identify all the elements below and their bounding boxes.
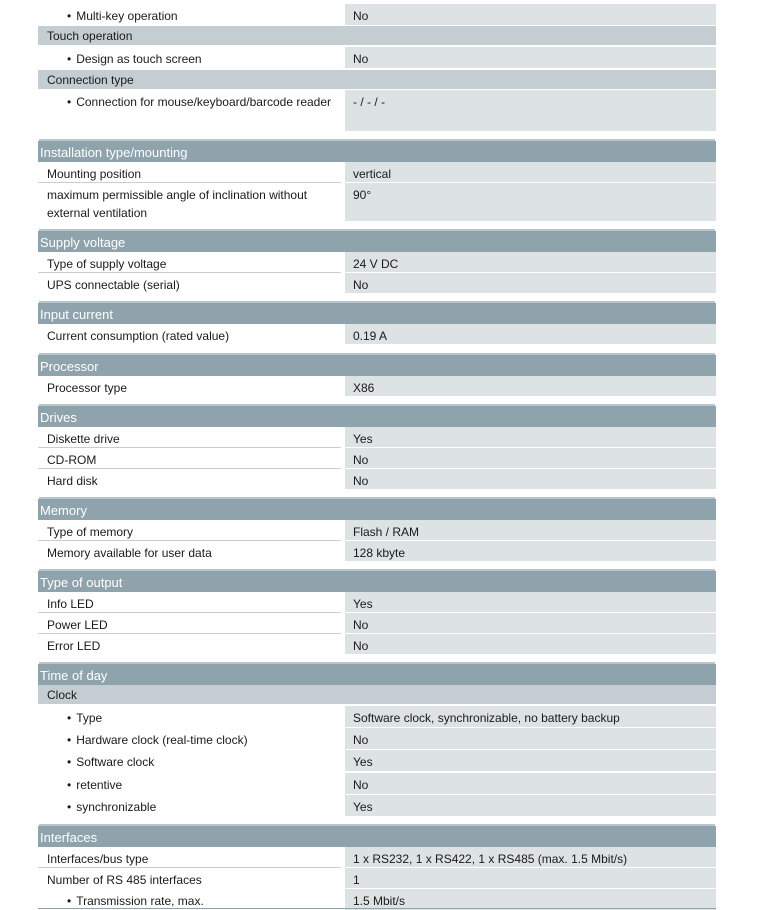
spec-row <box>38 520 716 540</box>
spec-value: No <box>353 778 369 792</box>
bullet-icon: • <box>67 755 72 769</box>
spec-value: 0.19 A <box>353 329 388 343</box>
spec-row <box>38 773 716 794</box>
bullet-icon: • <box>67 800 72 814</box>
section-supply-voltage: Supply voltage <box>38 231 716 252</box>
section-interfaces: Interfaces <box>38 826 716 847</box>
spec-row <box>38 847 716 867</box>
spec-value: No <box>353 474 369 488</box>
spec-row <box>38 427 716 447</box>
subheader-touch-operation: Touch operation <box>38 26 716 45</box>
bullet-icon: • <box>67 711 72 725</box>
spec-row <box>38 4 716 25</box>
spec-row <box>38 90 716 131</box>
bullet-icon: • <box>67 733 72 747</box>
spec-label: • Connection for mouse/keyboard/barcode reader <box>67 95 332 109</box>
spec-label-cell <box>38 4 341 25</box>
spec-label: Error LED <box>47 639 101 653</box>
spec-row <box>38 889 716 910</box>
spec-label: • Transmission rate, max. <box>67 894 204 908</box>
spec-value: 1 <box>353 873 360 887</box>
spec-label: UPS connectable (serial) <box>47 278 180 292</box>
spec-value: No <box>353 639 369 653</box>
spec-row <box>38 324 716 344</box>
spec-label: maximum permissible angle of inclination without external ventilation <box>47 188 308 220</box>
spec-value: Yes <box>353 597 373 611</box>
spec-value: No <box>353 9 369 23</box>
spec-label: Current consumption (rated value) <box>47 329 230 343</box>
spec-row <box>38 273 716 293</box>
spec-label: • Hardware clock (real-time clock) <box>67 733 248 747</box>
spec-row <box>38 634 716 654</box>
spec-label: • Design as touch screen <box>67 52 202 66</box>
spec-label: Number of RS 485 interfaces <box>47 873 202 887</box>
spec-value: 1.5 Mbit/s <box>353 894 406 908</box>
spec-value: vertical <box>353 167 392 181</box>
spec-value: No <box>353 733 369 747</box>
spec-value: Software clock, synchronizable, no battery backup <box>353 711 620 725</box>
spec-label: • retentive <box>67 778 123 792</box>
spec-row <box>38 750 716 771</box>
spec-label: CD-ROM <box>47 453 97 467</box>
spec-value: Yes <box>353 755 373 769</box>
bullet-icon: • <box>67 95 72 109</box>
spec-value: 128 kbyte <box>353 546 406 560</box>
bottom-rule <box>38 908 716 909</box>
spec-row <box>38 376 716 396</box>
section-time-of-day: Time of day <box>38 664 716 685</box>
spec-value: Yes <box>353 432 373 446</box>
spec-label: Type of supply voltage <box>47 257 167 271</box>
spec-label: • Multi-key operation <box>67 9 178 23</box>
spec-value: X86 <box>353 381 375 395</box>
spec-value: No <box>353 453 369 467</box>
spec-value-cell <box>345 4 716 25</box>
spec-label: Processor type <box>47 381 128 395</box>
spec-row <box>38 469 716 489</box>
spec-value: - / - / - <box>353 95 385 109</box>
section-type-of-output: Type of output <box>38 571 716 592</box>
bullet-icon: • <box>67 9 72 23</box>
spec-value: No <box>353 278 369 292</box>
bullet-icon: • <box>67 778 72 792</box>
spec-value: 90° <box>353 188 372 202</box>
bullet-icon: • <box>67 894 72 908</box>
section-drives: Drives <box>38 406 716 427</box>
spec-label: Mounting position <box>47 167 142 181</box>
spec-row <box>38 162 716 182</box>
spec-label: Info LED <box>47 597 94 611</box>
spec-row <box>38 183 716 221</box>
spec-row <box>38 47 716 68</box>
spec-row <box>38 795 716 816</box>
spec-value: Yes <box>353 800 373 814</box>
spec-label: • synchronizable <box>67 800 157 814</box>
spec-label: • Type <box>67 711 103 725</box>
spec-row <box>38 592 716 612</box>
subheader-connection-type: Connection type <box>38 70 716 89</box>
bullet-icon: • <box>67 52 72 66</box>
spec-row <box>38 613 716 633</box>
spec-row <box>38 868 716 888</box>
spec-row <box>38 252 716 272</box>
spec-value: 24 V DC <box>353 257 399 271</box>
section-installation: Installation type/mounting <box>38 141 716 162</box>
spec-label: • Software clock <box>67 755 155 769</box>
spec-value: No <box>353 618 369 632</box>
spec-label: Diskette drive <box>47 432 120 446</box>
spec-label: Interfaces/bus type <box>47 852 149 866</box>
spec-value: 1 x RS232, 1 x RS422, 1 x RS485 (max. 1.5 Mbit/s) <box>353 852 628 866</box>
spec-label: Memory available for user data <box>47 546 212 560</box>
section-processor: Processor <box>38 355 716 376</box>
section-memory: Memory <box>38 499 716 520</box>
spec-row <box>38 448 716 468</box>
section-input-current: Input current <box>38 303 716 324</box>
spec-row <box>38 706 716 727</box>
spec-label: Hard disk <box>47 474 98 488</box>
spec-row <box>38 541 716 561</box>
spec-value: No <box>353 52 369 66</box>
spec-value: Flash / RAM <box>353 525 420 539</box>
subheader-clock: Clock <box>38 685 716 704</box>
spec-label: Type of memory <box>47 525 134 539</box>
spec-label: Power LED <box>47 618 108 632</box>
spec-row <box>38 728 716 749</box>
